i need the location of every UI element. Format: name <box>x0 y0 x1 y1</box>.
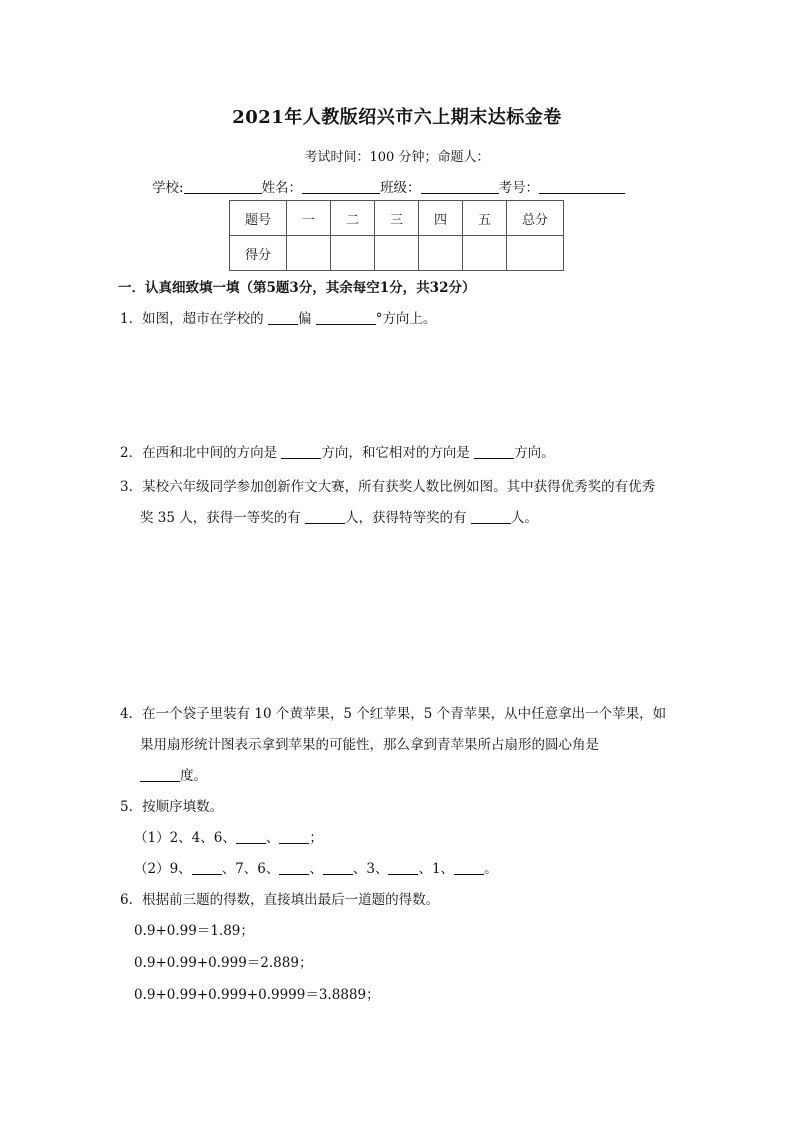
q1-text-c: °方向上。 <box>375 311 437 327</box>
score-table-score-row <box>230 236 564 271</box>
question-5-title: 5．按顺序填数。 <box>120 799 224 815</box>
id-label: 考号： <box>498 180 540 196</box>
q3-blank-2[interactable] <box>471 509 511 524</box>
q1-blank-1[interactable] <box>268 310 298 325</box>
question-6-title: 6．根据前三题的得数，直接填出最后一道题的得数。 <box>120 892 440 908</box>
question-2 <box>120 443 555 463</box>
q5-p1-text: （1）2、4、6、 <box>134 830 236 846</box>
header-cell: 四 <box>419 201 463 236</box>
page-title: 2021年人教版绍兴市六上期末达标金卷 <box>232 107 562 128</box>
q3-text-a: 奖 35 人，获得一等奖的有 <box>140 510 306 526</box>
equation-1: 0.9+0.99＝1.89； <box>134 923 254 939</box>
q1-text-b: 偏 <box>297 311 316 327</box>
question-5-part-1 <box>134 828 323 848</box>
q5-p2-blank-4[interactable] <box>388 860 418 875</box>
q5-p1-blank-1[interactable] <box>236 829 266 844</box>
q5-p2-blank-2[interactable] <box>279 860 309 875</box>
section-heading: 一．认真细致填一填（第5题3分，其余每空1分，共32分） <box>118 280 476 296</box>
header-cell: 五 <box>463 201 507 236</box>
score-table <box>229 200 564 271</box>
question-4-line-3 <box>140 766 207 786</box>
score-label-cell: 得分 <box>230 236 287 271</box>
question-1 <box>120 309 436 329</box>
q2-text-b: 方向，和它相对的方向是 <box>321 445 475 461</box>
q4-text: 度。 <box>180 768 207 784</box>
q4-blank[interactable] <box>140 767 180 782</box>
question-3-line-2 <box>140 508 538 528</box>
q5-p2-blank-3[interactable] <box>323 860 353 875</box>
q5-p1-sep: 、 <box>265 830 280 846</box>
score-cell[interactable] <box>331 236 375 271</box>
q1-text-a: 1．如图，超市在学校的 <box>120 311 268 327</box>
q5-p2-blank-5[interactable] <box>454 860 484 875</box>
score-cell[interactable] <box>375 236 419 271</box>
header-cell: 一 <box>287 201 331 236</box>
header-cell: 三 <box>375 201 419 236</box>
exam-subtitle: 考试时间：100 分钟；命题人： <box>304 150 490 165</box>
name-label: 姓名： <box>261 180 303 196</box>
q5-p2-text-d: 、3、 <box>352 861 389 877</box>
student-info-row <box>152 176 625 196</box>
name-blank[interactable] <box>302 179 380 194</box>
q2-text-a: 2．在西和北中间的方向是 <box>120 445 282 461</box>
q5-p2-text-e: 、1、 <box>418 861 455 877</box>
q5-p1-blank-2[interactable] <box>279 829 309 844</box>
q3-text-b: 人，获得特等奖的有 <box>345 510 471 526</box>
score-cell[interactable] <box>287 236 331 271</box>
q5-p2-end: 。 <box>484 861 498 877</box>
q2-blank-1[interactable] <box>281 444 321 459</box>
q2-blank-2[interactable] <box>474 444 514 459</box>
question-4-line-2: 果用扇形统计图表示拿到苹果的可能性，那么拿到青苹果所占扇形的圆心角是 <box>140 737 599 753</box>
question-3-line-1: 3．某校六年级同学参加创新作文大赛，所有获奖人数比例如图。其中获得优秀奖的有优秀 <box>120 479 656 495</box>
q3-text-c: 人。 <box>510 510 538 526</box>
school-label: 学校: <box>152 180 184 196</box>
class-label: 班级： <box>380 180 421 196</box>
header-cell: 二 <box>331 201 375 236</box>
equation-2: 0.9+0.99+0.999＝2.889； <box>134 955 313 971</box>
score-cell[interactable] <box>419 236 463 271</box>
equation-3: 0.9+0.99+0.999+0.9999＝3.8889； <box>134 987 380 1003</box>
q2-text-c: 方向。 <box>514 445 555 461</box>
score-cell[interactable] <box>463 236 507 271</box>
q3-blank-1[interactable] <box>305 509 345 524</box>
q5-p2-text-a: （2）9、 <box>134 861 192 877</box>
q5-p2-text-b: 、7、6、 <box>221 861 280 877</box>
q5-p2-text-c: 、 <box>309 861 323 877</box>
q5-p2-blank-1[interactable] <box>192 860 222 875</box>
score-table-header-row <box>230 201 564 236</box>
question-5-part-2 <box>134 859 498 879</box>
id-blank[interactable] <box>539 179 625 194</box>
q1-blank-2[interactable] <box>316 310 376 325</box>
header-cell: 总分 <box>507 201 564 236</box>
school-blank[interactable] <box>184 179 262 194</box>
header-cell: 题号 <box>230 201 287 236</box>
question-4-line-1: 4．在一个袋子里装有 10 个黄苹果，5 个红苹果，5 个青苹果，从中任意拿出一个苹果，如 <box>120 706 667 722</box>
score-cell[interactable] <box>507 236 564 271</box>
class-blank[interactable] <box>421 179 499 194</box>
q5-p1-end: ； <box>309 830 323 846</box>
